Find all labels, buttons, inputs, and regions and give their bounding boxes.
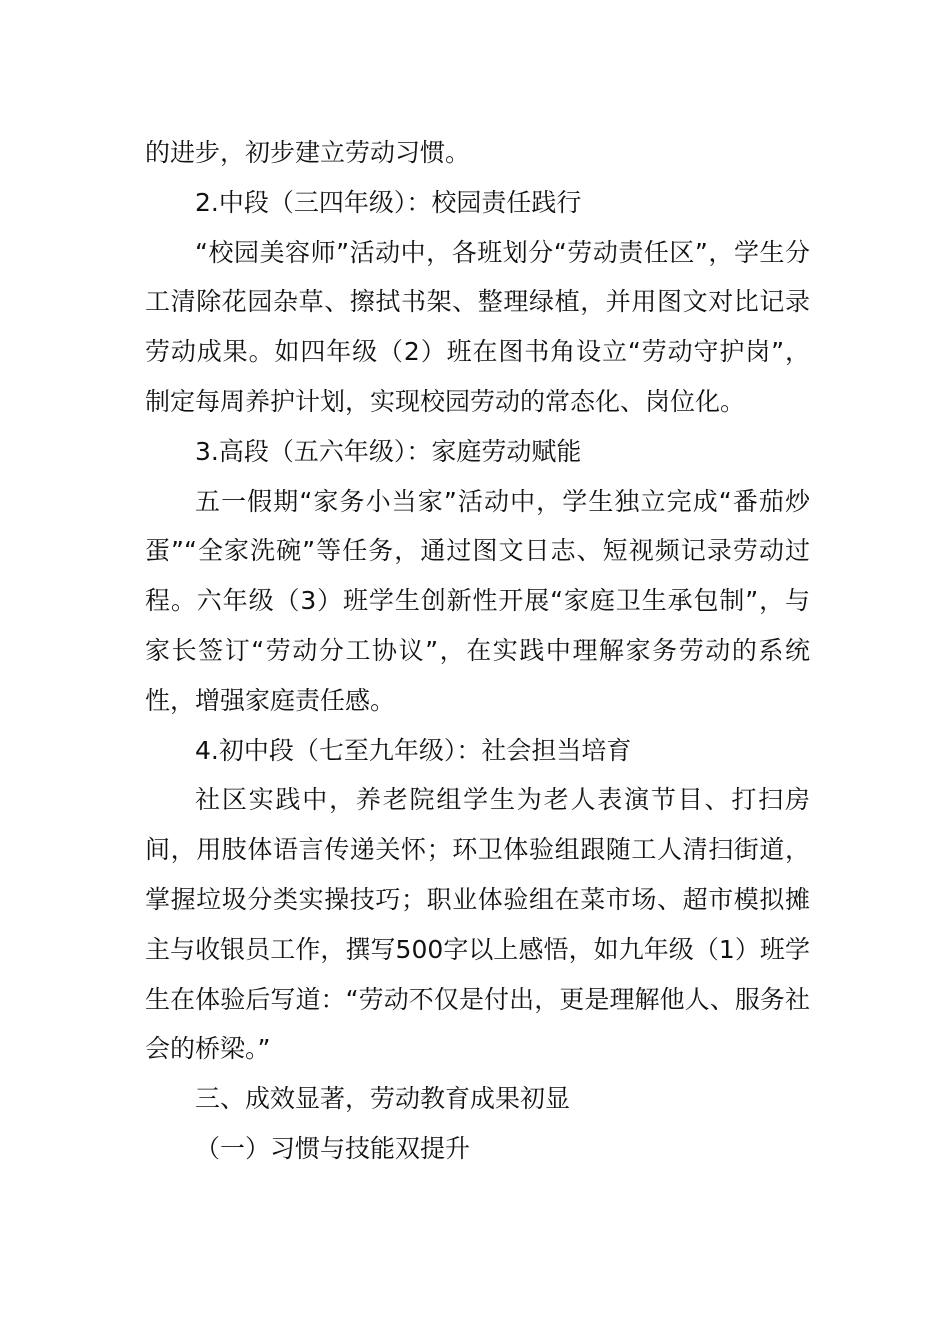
subheading-junior-high: 4.初中段（七至九年级）：社会担当培育: [195, 735, 632, 765]
subheading-upper-grades: 3.高段（五六年级）：家庭劳动赋能: [195, 436, 582, 466]
section-heading-results: 三、成效显著，劳动教育成果初显: [195, 1084, 571, 1114]
paragraph-continuation: 的进步，初步建立劳动习惯。: [145, 138, 471, 167]
subheading-habits-skills: （一）习惯与技能双提升: [195, 1133, 471, 1163]
subheading-middle-grades: 2.中段（三四年级）：校园责任践行: [195, 187, 582, 217]
document-body: [145, 128, 810, 1174]
paragraph-home-chores: 五一假期“家务小当家”活动中，学生独立完成“番茄炒蛋”“全家洗碗”等任务，通过图文日志、短视频记录劳动过程。六年级（3）班学生创新性开展“家庭卫生承包制”，与家长签订“劳动分工协议”，在实践中理解家务劳动的系统性，增强家庭责任感。: [145, 486, 810, 715]
paragraph-community-practice: 社区实践中，养老院组学生为老人表演节目、打扫房间，用肢体语言传递关怀；环卫体验组跟随工人清扫街道，掌握垃圾分类实操技巧；职业体验组在菜市场、超市模拟摊主与收银员工作，撰写500字以上感悟，如九年级（1）班学生在体验后写道：“劳动不仅是付出，更是理解他人、服务社会的桥梁。”: [145, 785, 810, 1064]
paragraph-campus-beautician: “校园美容师”活动中，各班划分“劳动责任区”，学生分工清除花园杂草、擦拭书架、整理绿植，并用图文对比记录劳动成果。如四年级（2）班在图书角设立“劳动守护岗”，制定每周养护计划，实现校园劳动的常态化、岗位化。: [145, 237, 810, 416]
